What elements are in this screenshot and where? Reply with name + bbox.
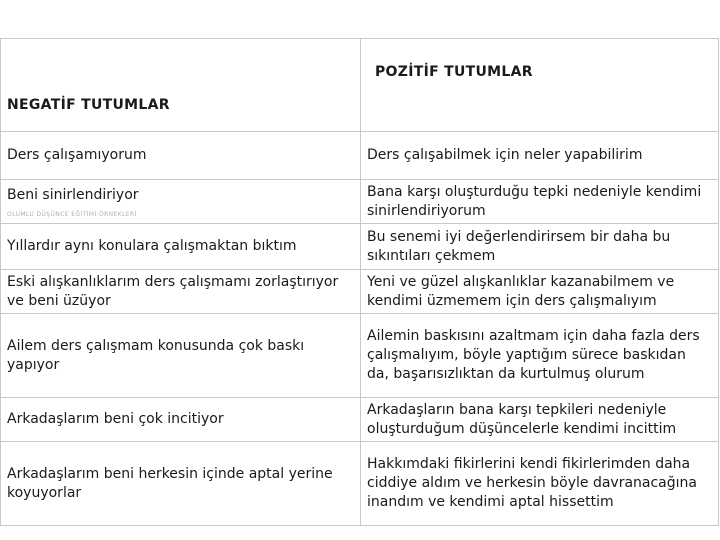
negative-cell xyxy=(1,180,361,224)
positive-header: POZİTİF TUTUMLAR xyxy=(361,39,719,132)
positive-cell: Yeni ve güzel alışkanlıklar kazanabilmem ve kendimi üzmemem için ders çalışmalıyım xyxy=(361,270,719,314)
positive-cell: Ders çalışabilmek için neler yapabilirim xyxy=(361,132,719,180)
positive-cell: Ailemin baskısını azaltmam için daha fazla ders çalışmalıyım, böyle yaptığım sürece baskıdan da, başarısızlıktan da kurtulmuş olurum xyxy=(361,314,719,398)
negative-cell: Arkadaşlarım beni çok incitiyor xyxy=(1,398,361,442)
table-row xyxy=(1,132,719,180)
negative-header: NEGATİF TUTUMLAR xyxy=(1,39,361,132)
negative-text: Beni sinirlendiriyor xyxy=(7,186,139,203)
table-header-row xyxy=(1,39,719,132)
negative-cell: Arkadaşlarım beni herkesin içinde aptal yerine koyuyorlar xyxy=(1,442,361,526)
positive-cell: Bana karşı oluşturduğu tepki nedeniyle kendimi sinirlendiriyorum xyxy=(361,180,719,224)
table-row xyxy=(1,180,719,224)
table-row xyxy=(1,314,719,398)
table-row xyxy=(1,224,719,270)
positive-cell: Hakkımdaki fikirlerini kendi fikirlerimden daha ciddiye aldım ve herkesin böyle davranacağına inandım ve kendimi aptal hissettim xyxy=(361,442,719,526)
negative-cell: Ailem ders çalışmam konusunda çok baskı yapıyor xyxy=(1,314,361,398)
attitudes-table xyxy=(0,38,719,526)
positive-cell: Arkadaşların bana karşı tepkileri nedeniyle oluşturduğum düşüncelerle kendimi incittim xyxy=(361,398,719,442)
table-row xyxy=(1,442,719,526)
negative-cell: Eski alışkanlıklarım ders çalışmamı zorlaştırıyor ve beni üzüyor xyxy=(1,270,361,314)
negative-cell: Ders çalışamıyorum xyxy=(1,132,361,180)
watermark-text: OLUMLU DÜŞÜNCE EĞİTİMİ ÖRNEKLERİ xyxy=(7,210,137,218)
positive-cell: Bu senemi iyi değerlendirirsem bir daha bu sıkıntıları çekmem xyxy=(361,224,719,270)
negative-cell: Yıllardır aynı konulara çalışmaktan bıktım xyxy=(1,224,361,270)
table-row xyxy=(1,398,719,442)
table-row xyxy=(1,270,719,314)
